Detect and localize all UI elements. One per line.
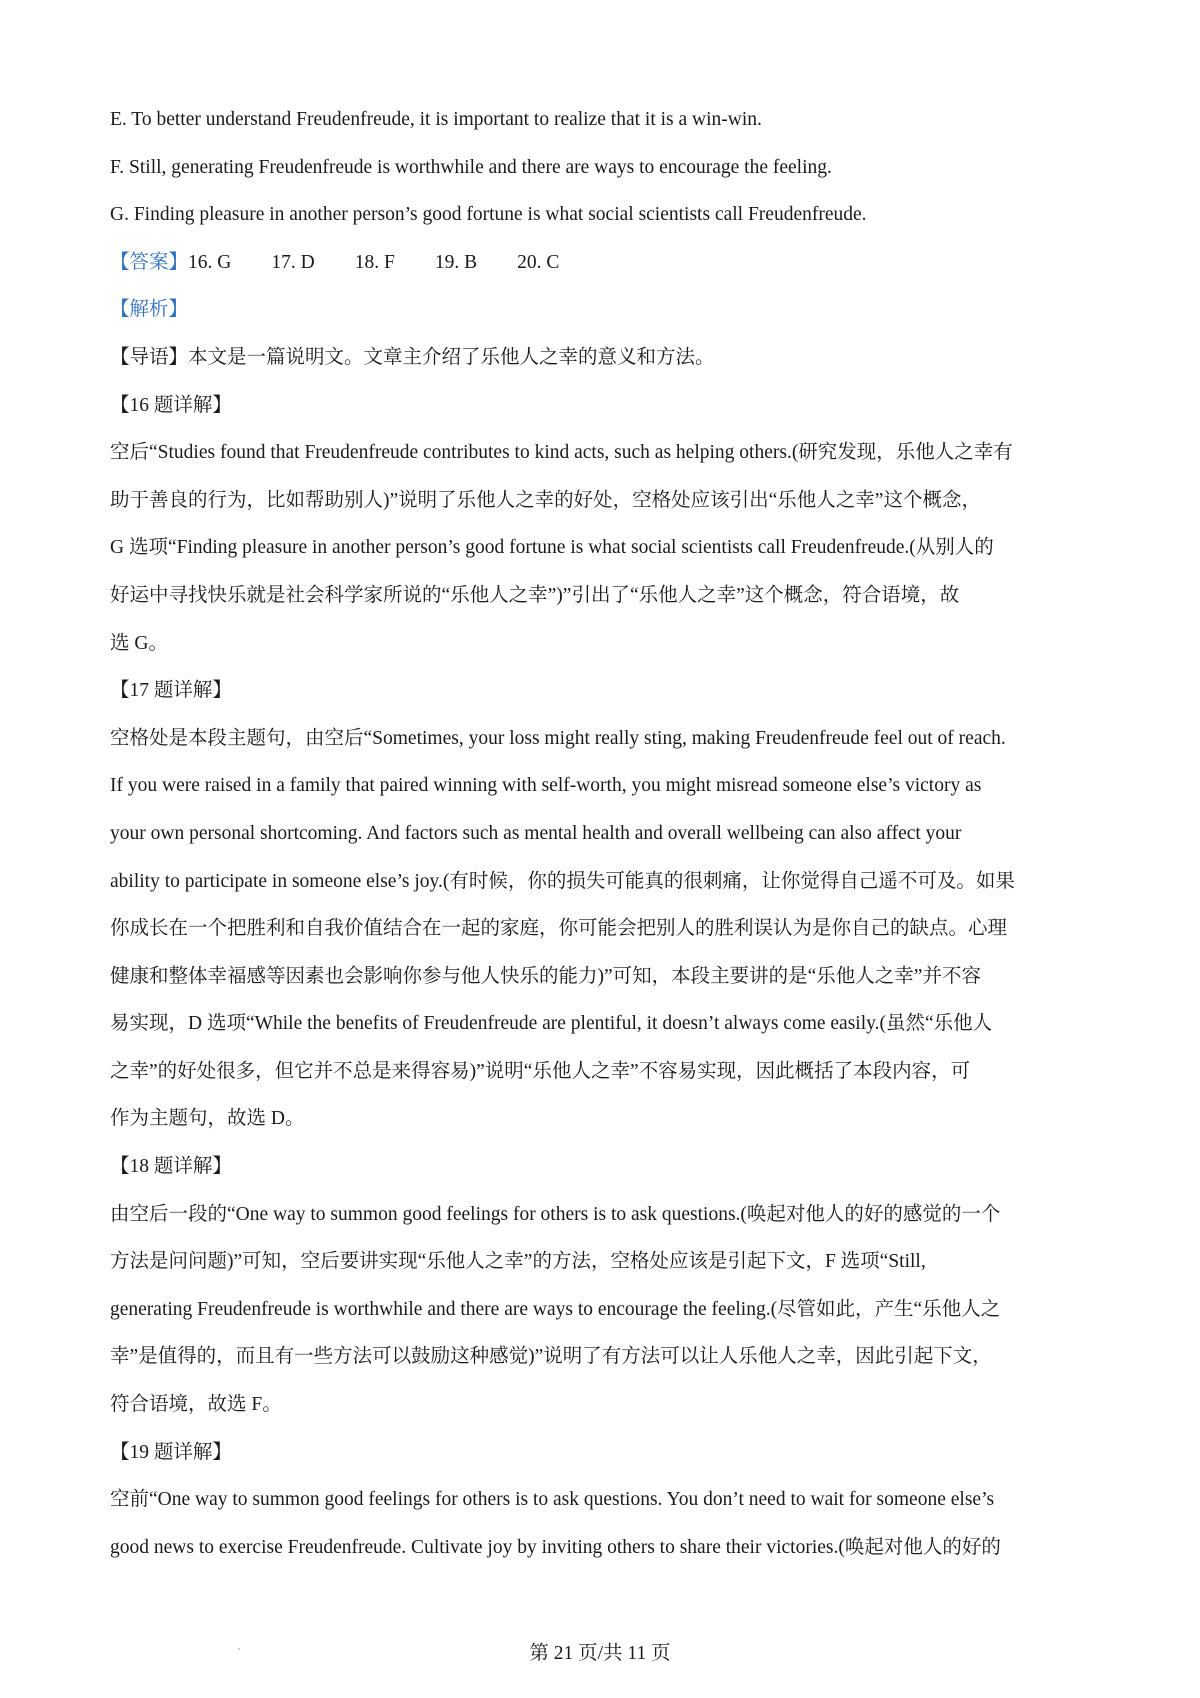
option-e: E. To better understand Freudenfreude, it is important to realize that it is a win-win. — [110, 109, 762, 130]
answer-item: 20. C — [517, 251, 560, 273]
q16-line: 选 G。 — [110, 632, 168, 654]
q18-heading: 【18 题详解】 — [110, 1156, 232, 1178]
q16-line: G 选项“Finding pleasure in another person’s good fortune is what social scientists call Freudenfreude.(从别人的 — [110, 537, 994, 559]
q18-line: 由空后一段的“One way to summon good feelings for others is to ask questions.(唤起对他人的好的感觉的一个 — [110, 1203, 1001, 1225]
q17-line: 你成长在一个把胜利和自我价值结合在一起的家庭，你可能会把别人的胜利误认为是你自己的缺点。心理 — [110, 918, 1008, 940]
q16-line: 助于善良的行为，比如帮助别人)”说明了乐他人之幸的好处，空格处应该引出“乐他人之幸”这个概念， — [110, 489, 981, 511]
q16-heading: 【16 题详解】 — [110, 394, 232, 416]
q17-line: 空格处是本段主题句，由空后“Sometimes, your loss might really sting, making Freudenfreude feel out of reach. — [110, 727, 1006, 749]
q17-line: 易实现，D 选项“While the benefits of Freudenfreude are plentiful, it doesn’t always come easily.(虽然“乐他人 — [110, 1013, 993, 1035]
q17-line: 健康和整体幸福感等因素也会影响你参与他人快乐的能力)”可知，本段主要讲的是“乐他人之幸”并不容 — [110, 965, 981, 987]
q17-heading: 【17 题详解】 — [110, 680, 232, 702]
page-footer: 第 21 页/共 11 页 — [529, 1643, 671, 1664]
q18-line: 幸”是值得的，而且有一些方法可以鼓励这种感觉)”说明了有方法可以让人乐他人之幸，因此引起下文， — [110, 1346, 992, 1368]
q18-line: generating Freudenfreude is worthwhile and there are ways to encourage the feeling.(尽管如此，产生“乐他人之 — [110, 1298, 1001, 1320]
answer-item: 16. G — [188, 251, 232, 273]
q19-line: 空前“One way to summon good feelings for others is to ask questions. You don’t need to wait for someone else’s — [110, 1489, 995, 1511]
answer-item: 17. D — [271, 251, 315, 273]
q17-line: 之幸”的好处很多，但它并不总是来得容易)”说明“乐他人之幸”不容易实现，因此概括了本段内容，可 — [110, 1060, 971, 1082]
q17-line: If you were raised in a family that paired winning with self-worth, you might misread someone else’s victory as — [110, 775, 982, 797]
analysis-label: 【解析】 — [110, 299, 189, 321]
q19-heading: 【19 题详解】 — [110, 1441, 232, 1463]
q18-line: 符合语境，故选 F。 — [110, 1394, 282, 1416]
q19-line: good news to exercise Freudenfreude. Cultivate joy by inviting others to share their victories.(唤起对他人的好的 — [110, 1536, 1001, 1558]
intro-line: 【导语】本文是一篇说明文。文章主介绍了乐他人之幸的意义和方法。 — [110, 346, 715, 368]
q17-line: your own personal shortcoming. And factors such as mental health and overall wellbeing can also affect your — [110, 822, 962, 844]
q16-line: 好运中寻找快乐就是社会科学家所说的“乐他人之幸”)”引出了“乐他人之幸”这个概念，符合语境，故 — [110, 584, 960, 606]
option-f: F. Still, generating Freudenfreude is worthwhile and there are ways to encourage the feeling. — [110, 156, 832, 178]
q17-line: ability to participate in someone else’s joy.(有时候，你的损失可能真的很刺痛，让你觉得自己遥不可及。如果 — [110, 870, 1015, 892]
q16-line: 空后“Studies found that Freudenfreude contributes to kind acts, such as helping others.(研究发现，乐他人之幸有 — [110, 442, 1013, 464]
answer-item: 19. B — [434, 251, 478, 273]
option-g: G. Finding pleasure in another person’s good fortune is what social scientists call Freudenfreude. — [110, 204, 867, 226]
q18-line: 方法是问问题)”可知，空后要讲实现“乐他人之幸”的方法，空格处应该是引起下文，F 选项“Still, — [110, 1251, 926, 1273]
answer-label: 【答案】 — [110, 251, 189, 273]
answer-line — [110, 239, 1100, 287]
q17-line: 作为主题句，故选 D。 — [110, 1108, 305, 1130]
answer-item: 18. F — [354, 251, 395, 273]
document-page — [110, 96, 1100, 1571]
